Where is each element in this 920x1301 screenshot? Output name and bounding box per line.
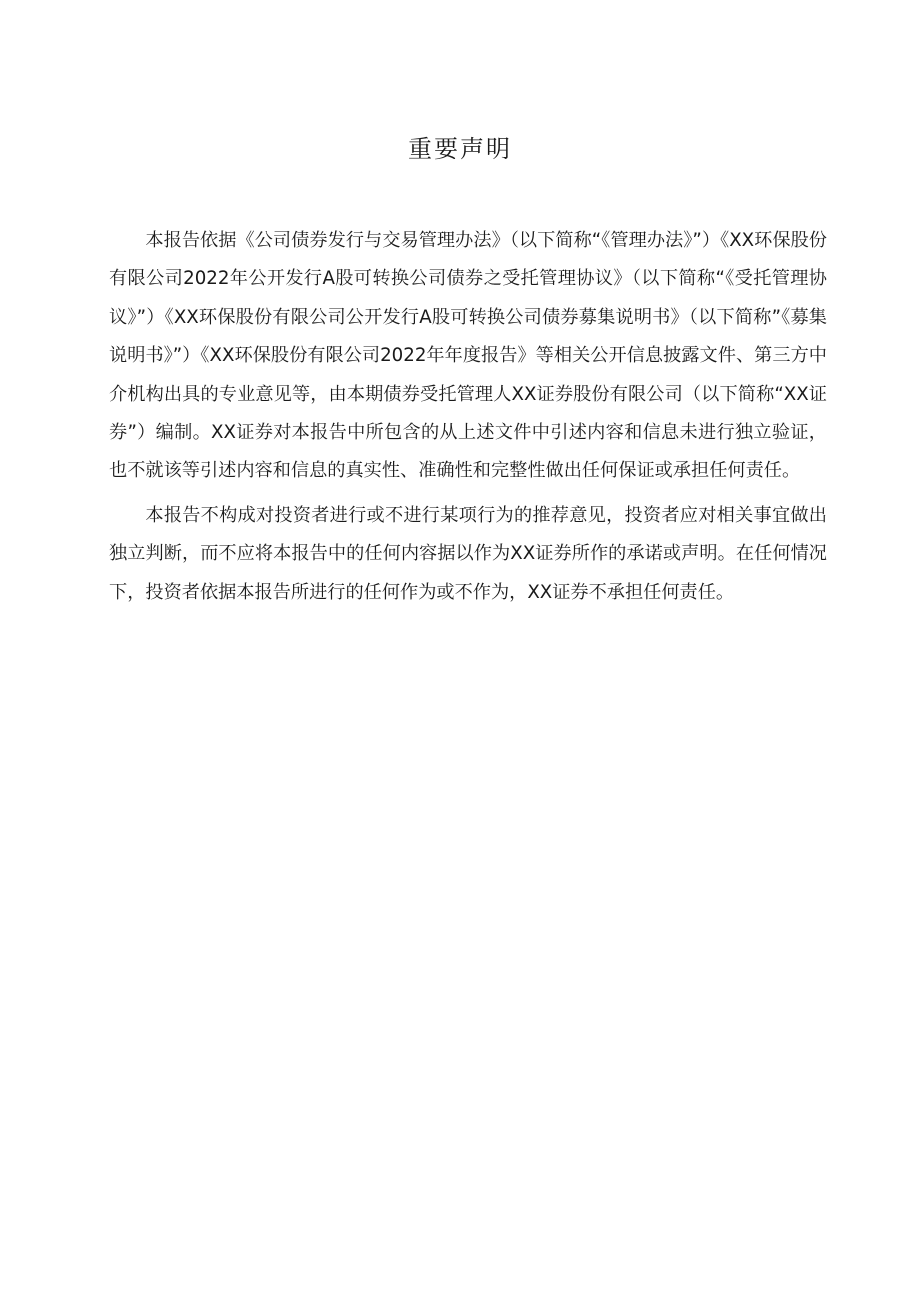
paragraph-disclaimer: 本报告不构成对投资者进行或不进行某项行为的推荐意见，投资者应对相关事宜做出独立判断，而不应将本报告中的任何内容据以作为XX证券所作的承诺或声明。在任何情况下，投资者依据本报告所进行的任何作为或不作为，XX证券不承担任何责任。 — [109, 504, 827, 603]
paragraph-basis: 本报告依据《公司债券发行与交易管理办法》（以下简称“《管理办法》”）《XX环保股份有限公司2022年公开发行A股可转换公司债券之受托管理协议》（以下简称“《受托管理协议》”）《XX环保股份有限公司公开发行A股可转换公司债券募集说明书》（以下简称”《募集说明书》”）《XX环保股份有限公司2022年年度报告》等相关公开信息披露文件、第三方中介机构出具的专业意见等，由本期债券受托管理人XX证券股份有限公司（以下简称“XX证券”）编制。XX证券对本报告中所包含的从上述文件中引述内容和信息未进行独立验证，也不就该等引述内容和信息的真实性、准确性和完整性做出任何保证或承担任何责任。 — [109, 230, 827, 482]
document-body — [109, 222, 827, 612]
page-title: 重要声明 — [408, 135, 512, 163]
